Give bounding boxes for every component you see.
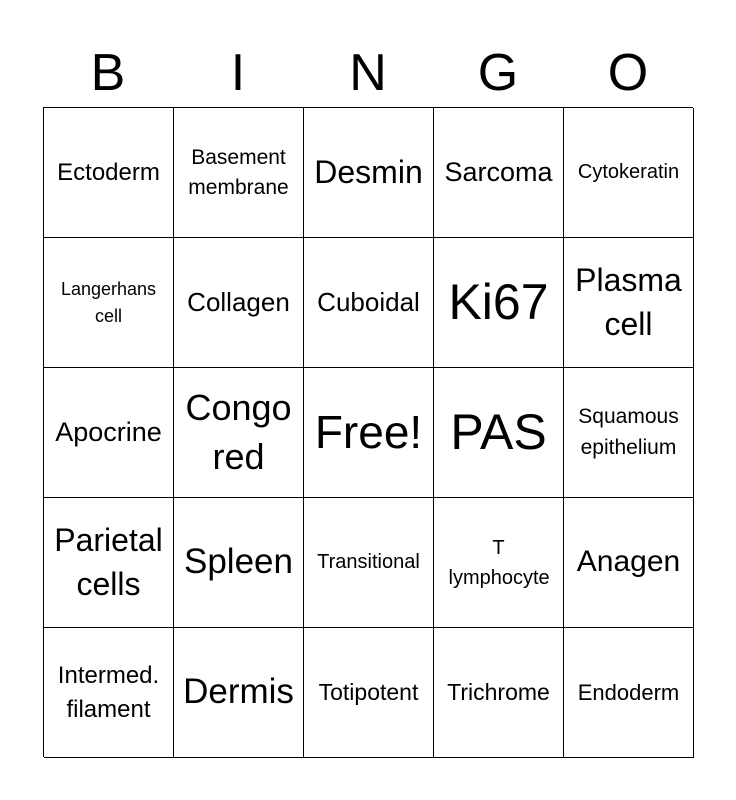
cell-label: Collagen xyxy=(187,286,290,317)
bingo-grid xyxy=(43,107,693,757)
cell-label: Transitional xyxy=(317,551,420,573)
bingo-cell[interactable] xyxy=(434,498,564,628)
bingo-cell[interactable] xyxy=(304,628,434,758)
cell-label: Langerhans cell xyxy=(60,279,157,326)
bingo-cell[interactable] xyxy=(304,368,434,498)
bingo-cell[interactable] xyxy=(564,108,694,238)
cell-label: Ki67 xyxy=(448,273,549,330)
cell-label: Anagen xyxy=(576,545,681,579)
bingo-cell[interactable] xyxy=(44,368,174,498)
cell-label: Congo red xyxy=(185,386,292,477)
header-letter-n: N xyxy=(349,44,387,102)
bingo-cell[interactable] xyxy=(564,498,694,628)
cell-label: Ectoderm xyxy=(57,158,160,186)
cell-label: Totipotent xyxy=(318,679,419,706)
cell-label: Intermed. filament xyxy=(57,661,160,723)
bingo-cell[interactable] xyxy=(304,238,434,368)
header-letter-i: I xyxy=(230,44,246,102)
bingo-header xyxy=(43,40,693,106)
bingo-cell[interactable] xyxy=(434,238,564,368)
cell-label: Dermis xyxy=(183,672,294,712)
cell-label: Sarcoma xyxy=(444,156,553,187)
cell-label: Squamous epithelium xyxy=(578,405,679,459)
cell-label: Spleen xyxy=(184,542,293,582)
cell-label: Desmin xyxy=(314,154,423,191)
bingo-cell[interactable] xyxy=(304,498,434,628)
bingo-cell[interactable] xyxy=(44,238,174,368)
bingo-cell[interactable] xyxy=(174,368,304,498)
bingo-cell[interactable] xyxy=(174,498,304,628)
bingo-cell[interactable] xyxy=(174,238,304,368)
bingo-cell[interactable] xyxy=(174,628,304,758)
bingo-cell[interactable] xyxy=(304,108,434,238)
cell-label: Plasma cell xyxy=(575,262,682,342)
bingo-cell[interactable] xyxy=(564,368,694,498)
bingo-cell[interactable] xyxy=(44,628,174,758)
cell-label: Cytokeratin xyxy=(577,161,680,183)
bingo-cell[interactable] xyxy=(564,628,694,758)
cell-label: Trichrome xyxy=(447,679,550,706)
bingo-cell[interactable] xyxy=(44,498,174,628)
header-letter-b: B xyxy=(90,44,126,102)
bingo-cell[interactable] xyxy=(434,628,564,758)
cell-label: Apocrine xyxy=(55,416,162,447)
bingo-cell[interactable] xyxy=(434,108,564,238)
bingo-cell[interactable] xyxy=(434,368,564,498)
bingo-cell[interactable] xyxy=(564,238,694,368)
cell-label: T lymphocyte xyxy=(448,536,550,589)
header-letter-o: O xyxy=(607,44,649,102)
cell-label: Cuboidal xyxy=(317,286,420,317)
bingo-cell[interactable] xyxy=(174,108,304,238)
free-space: Free! xyxy=(314,406,423,459)
cell-label: Parietal cells xyxy=(54,522,163,602)
header-letter-g: G xyxy=(477,44,519,102)
cell-label: Endoderm xyxy=(577,679,680,705)
cell-label: Basement membrane xyxy=(188,146,289,199)
bingo-cell[interactable] xyxy=(44,108,174,238)
cell-label: PAS xyxy=(450,403,547,460)
